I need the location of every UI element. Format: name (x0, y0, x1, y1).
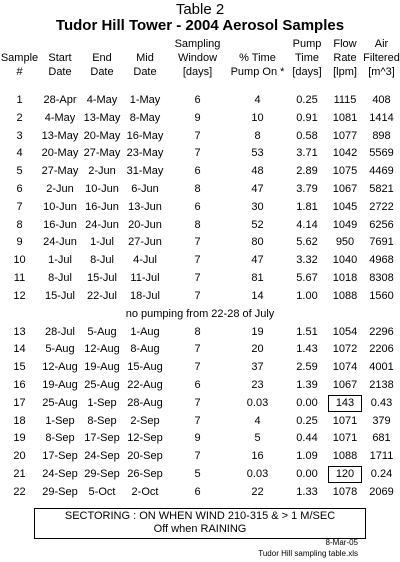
footer-filename: Tudor Hill sampling table.xls (258, 549, 358, 558)
table-cell: 1-May (129, 94, 161, 106)
column-header: [days] (292, 66, 322, 78)
table-cell: 1072 (332, 343, 358, 356)
table-cell: 1075 (332, 165, 358, 178)
table-row (0, 92, 400, 110)
column-header: [days] (182, 66, 213, 78)
highlighted-flow-rate: 143 (328, 395, 362, 412)
table-row (0, 270, 400, 288)
table-cell: 13-Jun (128, 200, 162, 213)
table-cell: 23 (251, 378, 264, 391)
table-cell: 24-Sep (42, 467, 78, 480)
table-row (0, 199, 400, 217)
table-cell: 4968 (369, 254, 394, 267)
table-cell: 22 (13, 485, 26, 498)
table-cell: 1-Aug (130, 325, 160, 338)
table-cell: 6 (194, 165, 201, 178)
table-cell: 1045 (332, 200, 358, 213)
table-cell: 0.43 (370, 396, 393, 409)
table-cell: 9 (16, 236, 23, 249)
table-cell: 1081 (332, 111, 358, 124)
table-cell: 6-Jun (131, 182, 159, 195)
table-cell: 31-May (126, 165, 164, 178)
column-header: Sample (0, 52, 39, 64)
table-cell: 18 (13, 414, 26, 427)
table-cell: 16-Jun (85, 200, 119, 213)
header-row (0, 52, 400, 66)
table-cell: 80 (251, 236, 264, 249)
table-cell: 23-May (126, 147, 164, 160)
table-cell: 13-May (83, 111, 121, 124)
highlighted-flow-rate: 120 (328, 466, 362, 483)
table-cell: 20 (251, 343, 264, 356)
table-cell: 7 (194, 147, 201, 160)
table-cell: 4469 (369, 165, 394, 178)
table-cell: 4 (254, 94, 261, 106)
table-cell: 3.32 (296, 254, 318, 267)
column-header: Sampling (174, 38, 221, 50)
table-cell: 9 (194, 111, 201, 124)
table-cell: 2.89 (296, 165, 318, 178)
table-cell: 15-Jul (87, 271, 117, 284)
table-cell: 1049 (332, 218, 358, 231)
table-cell: 5569 (369, 147, 394, 160)
table-cell (327, 466, 363, 484)
table-cell: 24-Jun (43, 236, 77, 249)
table-cell: 11-Jul (130, 271, 160, 284)
table-cell: 19 (13, 432, 26, 445)
table-cell: 1071 (332, 432, 358, 445)
table-cell: 2722 (369, 200, 394, 213)
table-cell: 30 (251, 200, 264, 213)
table-cell: 12-Aug (84, 343, 120, 356)
table-cell: 15-Aug (127, 361, 163, 374)
table-cell: 10 (251, 111, 264, 124)
table-cell: 17-Sep (84, 432, 120, 445)
table-cell: 5-Aug (45, 343, 75, 356)
sectoring-line-1: SECTORING : ON WHEN WIND 210-315 & > 1 M/SEC (64, 510, 336, 522)
table-cell: 29-Sep (42, 485, 78, 498)
table-cell: 1071 (332, 414, 358, 427)
table-cell: 898 (372, 129, 391, 142)
table-cell: 7 (194, 129, 201, 142)
table-cell: 7 (16, 200, 23, 213)
table-cell: 14 (251, 289, 264, 302)
column-header: Flow (333, 38, 357, 50)
table-cell: 1067 (332, 378, 358, 391)
table-cell: 5.62 (296, 236, 318, 249)
column-header: Air (374, 38, 389, 50)
table-cell: 2-Jun (46, 182, 74, 195)
sectoring-note (34, 508, 366, 539)
table-cell: 8 (194, 325, 201, 338)
table-cell: 1077 (332, 129, 358, 142)
table-cell: 14 (13, 343, 26, 356)
column-header: Date (48, 66, 72, 78)
table-cell: 8308 (369, 271, 394, 284)
table-cell: 8 (16, 218, 23, 231)
table-cell: 4.14 (296, 218, 318, 231)
table-row (0, 128, 400, 146)
table-cell: 5.67 (296, 271, 318, 284)
column-header: End (92, 52, 112, 64)
table-cell: 16-Jun (43, 218, 77, 231)
table-cell (327, 395, 363, 413)
table-cell: 1414 (369, 111, 394, 124)
table-cell: 7 (194, 450, 201, 463)
table-cell: 1.00 (296, 289, 318, 302)
table-cell: 0.58 (296, 129, 318, 142)
table-cell: 4 (254, 414, 261, 427)
table-cell: 7 (194, 254, 201, 267)
table-row (0, 359, 400, 377)
header-row (0, 38, 400, 52)
table-row (0, 413, 400, 431)
table-cell: 11 (13, 271, 26, 284)
footer-date: 8-Mar-05 (325, 538, 358, 547)
table-cell: 950 (335, 236, 355, 249)
table-row (0, 430, 400, 448)
table-cell: 22-Jul (87, 289, 117, 302)
column-header: Rate (333, 52, 357, 64)
table-cell: 24-Sep (84, 450, 120, 463)
page-title: Tudor Hill Tower - 2004 Aerosol Samples (55, 17, 345, 34)
table-cell: 2-Sep (130, 414, 160, 427)
table-cell: 37 (251, 361, 264, 374)
column-header: Window (177, 52, 218, 64)
table-cell: 379 (372, 414, 391, 427)
table-cell: 21 (13, 467, 26, 480)
column-header: Pump On * (230, 66, 285, 78)
table-cell: 13-May (41, 129, 79, 142)
table-cell: 6 (194, 94, 201, 106)
table-cell: 26-Sep (127, 467, 163, 480)
table-cell: 6 (194, 485, 201, 498)
table-cell: 1.81 (296, 200, 318, 213)
table-cell: 20-May (41, 147, 79, 160)
table-cell: 1088 (332, 289, 358, 302)
table-cell: 2.59 (296, 361, 318, 374)
table-cell: 15 (13, 361, 26, 374)
table-cell: 0.91 (296, 111, 318, 124)
table-cell: 13 (13, 325, 26, 338)
table-row (0, 484, 400, 502)
table-cell: 17 (13, 396, 26, 409)
table-cell: 9 (194, 432, 201, 445)
table-cell: 28-Aug (127, 396, 163, 409)
table-cell: 8 (194, 182, 201, 195)
column-header: Time (294, 52, 320, 64)
table-cell: 20-May (83, 129, 121, 142)
table-cell: 2296 (369, 325, 394, 338)
table-cell: 8-Sep (45, 432, 75, 445)
table-cell: 0.03 (246, 396, 269, 409)
column-header: % Time (239, 52, 276, 64)
aerosol-samples-table (0, 38, 400, 502)
table-cell: 27-May (41, 165, 79, 178)
column-header: Date (133, 66, 157, 78)
table-cell: 6 (194, 378, 201, 391)
table-cell: 1-Jul (90, 236, 114, 249)
table-cell: 3.71 (296, 147, 318, 160)
table-cell: 4001 (369, 361, 394, 374)
table-cell: 5 (254, 432, 261, 445)
table-cell: 81 (251, 271, 264, 284)
table-cell: 4-Jul (133, 254, 157, 267)
table-row (0, 377, 400, 395)
table-cell: 5 (194, 467, 201, 480)
header-row (0, 66, 400, 80)
table-cell: 2206 (369, 343, 394, 356)
table-row (0, 145, 400, 163)
table-cell: 12-Sep (127, 432, 163, 445)
table-cell: 0.03 (246, 467, 269, 480)
table-row (0, 448, 400, 466)
table-cell: 10-Jun (43, 200, 77, 213)
table-cell: 1042 (332, 147, 358, 160)
table-cell: 22-Aug (127, 378, 163, 391)
table-row (0, 110, 400, 128)
table-cell: 1 (16, 94, 23, 106)
table-row (0, 395, 400, 413)
table-row (0, 288, 400, 306)
table-cell: 22 (251, 485, 264, 498)
table-cell: 7 (194, 414, 201, 427)
table-label: Table 2 (175, 1, 225, 18)
table-cell: 25-Aug (84, 378, 120, 391)
table-cell: 1.43 (296, 343, 318, 356)
table-row (0, 466, 400, 484)
column-header (0, 38, 39, 52)
table-cell: 17-Sep (42, 450, 78, 463)
column-header: Start (48, 52, 72, 64)
table-cell: 2-Oct (131, 485, 159, 498)
table-cell: 1-Sep (87, 396, 117, 409)
table-cell: 1.51 (296, 325, 318, 338)
table-cell: 12-Aug (42, 361, 78, 374)
table-cell: 5-Oct (88, 485, 116, 498)
table-cell: 20 (13, 450, 26, 463)
column-header: Mid (136, 52, 154, 64)
table-cell: 20-Jun (128, 218, 162, 231)
table-cell: 8-Jul (48, 271, 72, 284)
table-cell: 2069 (369, 485, 394, 498)
table-cell: 1-Sep (45, 414, 75, 427)
table-cell: 8-May (129, 111, 161, 124)
table-cell: 1.09 (296, 450, 318, 463)
table-cell: 7 (194, 271, 201, 284)
table-cell: 12 (13, 289, 26, 302)
table-cell: 2-Jun (88, 165, 116, 178)
table-row (0, 234, 400, 252)
table-row (0, 324, 400, 342)
table-cell: 1115 (333, 94, 357, 106)
table-cell: 0.25 (296, 94, 318, 106)
table-cell: 1067 (332, 182, 358, 195)
table-cell: 16 (251, 450, 264, 463)
table-cell: 0.00 (296, 396, 318, 409)
table-cell: 4 (16, 147, 23, 160)
table-cell: 1078 (332, 485, 358, 498)
no-pumping-note: no pumping from 22-28 of July (125, 307, 275, 320)
table-cell: 1054 (332, 325, 358, 338)
table-cell: 6256 (369, 218, 394, 231)
table-cell: 0.25 (296, 414, 318, 427)
table-row (0, 341, 400, 359)
column-header (228, 38, 287, 52)
table-cell: 8-Sep (87, 414, 117, 427)
table-cell: 681 (372, 432, 391, 445)
table-cell: 0.24 (370, 467, 393, 480)
column-header (39, 38, 81, 52)
table-cell: 1018 (332, 271, 358, 284)
table-cell: 10 (13, 254, 26, 267)
column-header: [m^3] (368, 66, 395, 78)
table-cell: 8-Aug (130, 343, 160, 356)
table-cell: 6 (194, 200, 201, 213)
table-cell: 19 (251, 325, 264, 338)
column-header: # (16, 66, 23, 78)
table-cell: 27-May (83, 147, 121, 160)
table-cell: 16-May (126, 129, 164, 142)
table-cell: 10-Jun (85, 182, 119, 195)
table-cell: 19-Aug (42, 378, 78, 391)
column-header (81, 38, 123, 52)
column-header: Filtered (363, 52, 400, 64)
table-row (0, 217, 400, 235)
table-cell: 2 (16, 111, 23, 124)
table-cell: 5821 (369, 182, 394, 195)
table-cell: 16 (13, 378, 26, 391)
table-cell: 7691 (369, 236, 394, 249)
table-cell: 5 (16, 165, 23, 178)
table-cell: 8 (194, 218, 201, 231)
table-cell: 1088 (332, 450, 358, 463)
table-cell: 2138 (369, 378, 394, 391)
table-cell: 53 (251, 147, 264, 160)
table-cell: 6 (16, 182, 23, 195)
table-cell: 7 (194, 236, 201, 249)
table-cell: 0.00 (296, 467, 318, 480)
table-cell: 1040 (332, 254, 358, 267)
table-cell: 52 (251, 218, 264, 231)
table-cell: 18-Jul (130, 289, 160, 302)
table-cell: 28-Jul (45, 325, 75, 338)
table-row (0, 163, 400, 181)
table-cell: 3.79 (296, 182, 318, 195)
table-cell: 29-Sep (84, 467, 120, 480)
table-cell: 408 (372, 94, 391, 106)
table-cell: 25-Aug (42, 396, 78, 409)
table-cell: 7 (194, 396, 201, 409)
table-cell: 8 (254, 129, 261, 142)
table-cell: 20-Sep (127, 450, 163, 463)
table-cell: 7 (194, 361, 201, 374)
table-cell: 1711 (369, 450, 394, 463)
column-header: Pump (292, 38, 322, 50)
table-cell: 7 (194, 289, 201, 302)
table-cell: 1.39 (296, 378, 318, 391)
table-cell: 1.33 (296, 485, 318, 498)
table-cell: 47 (251, 254, 264, 267)
table-cell: 15-Jul (45, 289, 75, 302)
table-cell: 48 (251, 165, 264, 178)
table-cell: 1074 (332, 361, 358, 374)
table-cell: 5-Aug (87, 325, 117, 338)
column-header: [lpm] (333, 66, 357, 78)
table-cell: 4-May (86, 94, 118, 106)
table-cell: 1-Jul (48, 254, 72, 267)
table-cell: 8-Jul (90, 254, 114, 267)
table-cell: 7 (194, 343, 201, 356)
sectoring-line-2: Off when RAINING (153, 523, 247, 535)
column-header: Date (90, 66, 114, 78)
table-cell: 3 (16, 129, 23, 142)
table-cell: 4-May (44, 111, 76, 124)
table-cell: 28-Apr (43, 94, 77, 106)
table-cell: 27-Jun (128, 236, 162, 249)
table-row (0, 181, 400, 199)
table-row (0, 252, 400, 270)
table-cell: 24-Jun (85, 218, 119, 231)
table-cell: 19-Aug (84, 361, 120, 374)
table-cell: 47 (251, 182, 264, 195)
table-cell: 0.44 (296, 432, 318, 445)
column-header (123, 38, 167, 52)
table-cell: 1560 (369, 289, 394, 302)
